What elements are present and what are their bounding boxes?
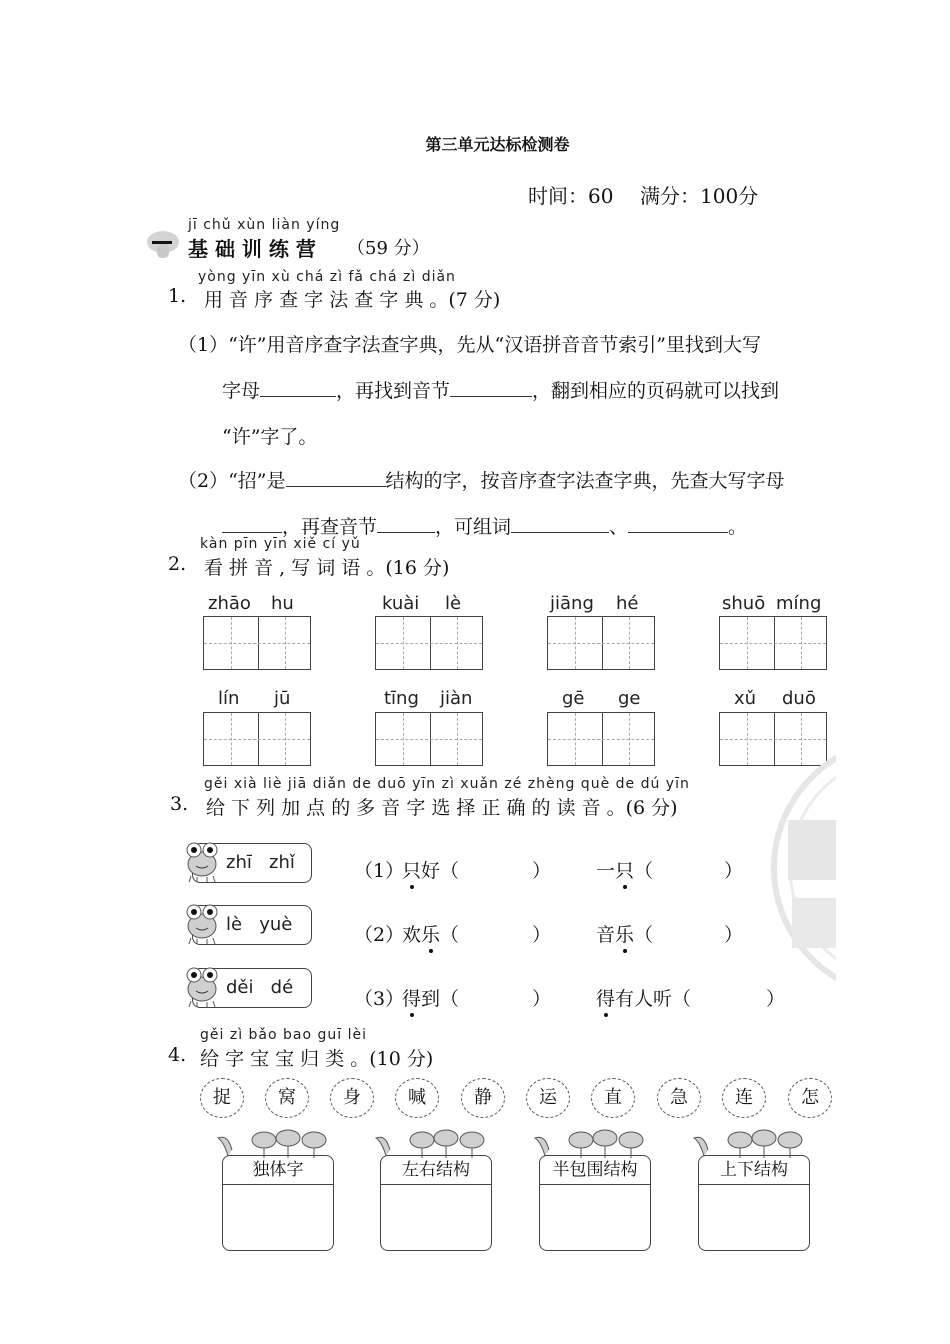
q3-item-a [402, 920, 459, 947]
word-pinyin: jiàn [440, 688, 473, 709]
pot-label: 独体字 [223, 1156, 333, 1185]
q3-item-a [402, 984, 459, 1011]
q1-heading: 用 音 序 查 字 法 查 字 典 。(7 分) [204, 289, 501, 311]
word-pinyin: jiāng [550, 593, 594, 614]
answer-blank[interactable] [260, 378, 336, 397]
q3-item-b [596, 920, 653, 947]
dotted-char: 乐 [615, 920, 634, 947]
answer-paren-close[interactable]: ） [532, 988, 552, 1010]
q1-part1-line1: （1）“许”用音序查字法查字典，先从“汉语拼音音节索引”里找到大写 [178, 334, 761, 356]
q1-text: ，可组词 [435, 516, 512, 538]
q1-text: ，再找到音节 [336, 380, 451, 402]
q1-part1-line3: “许”字了。 [222, 426, 318, 448]
tianzige-grid[interactable] [547, 616, 655, 670]
tianzige-grid[interactable] [719, 616, 827, 670]
q1-text: ，翻到相应的页码就可以找到 [532, 380, 780, 402]
section1-title: 基 础 训 练 营 [188, 237, 316, 261]
word-pinyin: lín [218, 688, 240, 709]
score-label: 满分：100分 [640, 184, 759, 208]
category-pot[interactable] [539, 1155, 651, 1251]
char-circle[interactable]: 捉 [200, 1078, 244, 1118]
q3-text: 好（ [421, 860, 460, 882]
q1-part2-line1 [178, 466, 785, 493]
q3-item-label: （1） [354, 860, 405, 882]
mushroom-icon [146, 230, 180, 262]
char-circle[interactable]: 身 [330, 1078, 374, 1118]
section1-pinyin: jī chǔ xùn liàn yíng [188, 217, 341, 233]
answer-blank[interactable] [450, 378, 532, 397]
word-pinyin: jū [274, 688, 291, 709]
word-pinyin: ge [618, 688, 641, 709]
q1-part1-line2 [222, 376, 779, 403]
dotted-char: 只 [402, 856, 421, 883]
category-pot[interactable] [222, 1155, 334, 1251]
tianzige-grid[interactable] [203, 712, 311, 766]
char-circle[interactable]: 运 [526, 1078, 570, 1118]
char-circle[interactable]: 喊 [395, 1078, 439, 1118]
tianzige-grid[interactable] [203, 616, 311, 670]
word-pinyin: hu [271, 593, 294, 614]
q4-heading: 给 字 宝 宝 归 类 。(10 分) [200, 1048, 434, 1070]
word-pinyin: hé [616, 593, 639, 614]
page-title: 第三单元达标检测卷 [425, 135, 570, 154]
dotted-char: 得 [596, 984, 615, 1011]
answer-blank[interactable] [377, 514, 435, 533]
pot-label: 半包围结构 [540, 1156, 650, 1185]
q1-text: 、 [609, 516, 629, 538]
char-circle[interactable]: 怎 [788, 1078, 832, 1118]
q2-heading: 看 拼 音 , 写 词 语 。(16 分) [204, 557, 450, 579]
pot-label: 上下结构 [699, 1156, 809, 1185]
word-pinyin: tīng [384, 688, 419, 709]
pinyin-options: lè yuè [226, 914, 293, 935]
q1-pinyin: yòng yīn xù chá zì fǎ chá zì diǎn [198, 269, 456, 285]
q4-pinyin: gěi zì bǎo bao guī lèi [200, 1027, 367, 1043]
sprout-icon [531, 1128, 655, 1158]
word-pinyin: xǔ [734, 688, 757, 709]
word-pinyin: gē [562, 688, 585, 709]
char-circle[interactable]: 静 [461, 1078, 505, 1118]
answer-paren-close[interactable]: ） [724, 924, 744, 946]
q1-text: ，再查音节 [282, 516, 378, 538]
q1-text: 结构的字，按音序查字法查字典，先查大写字母 [385, 470, 785, 492]
char-circle[interactable]: 直 [591, 1078, 635, 1118]
category-pot[interactable] [698, 1155, 810, 1251]
sprout-icon [372, 1128, 496, 1158]
q3-item-a [402, 856, 459, 883]
word-pinyin: duō [782, 688, 816, 709]
answer-paren-close[interactable]: ） [724, 860, 744, 882]
word-pinyin: zhāo [208, 593, 251, 614]
q3-item-b [596, 984, 691, 1011]
answer-blank[interactable] [286, 468, 386, 487]
word-pinyin: shuō [722, 593, 766, 614]
category-pot[interactable] [380, 1155, 492, 1251]
watermark-seal-icon [752, 738, 836, 998]
q3-text: 有人听（ [615, 988, 692, 1010]
pot-label: 左右结构 [381, 1156, 491, 1185]
q3-text: 音 [596, 924, 616, 946]
q1-number: 1. [168, 285, 187, 307]
frog-icon [183, 965, 221, 1009]
q3-item-b [596, 856, 653, 883]
q2-number: 2. [168, 553, 187, 575]
q3-text: （ [440, 924, 460, 946]
answer-blank[interactable] [222, 514, 282, 533]
frog-icon [183, 902, 221, 946]
answer-paren-close[interactable]: ） [532, 860, 552, 882]
char-circle[interactable]: 急 [657, 1078, 701, 1118]
q3-text: （ [634, 924, 654, 946]
q3-text: 一 [596, 860, 616, 882]
q3-item-label: （3） [354, 988, 405, 1010]
tianzige-grid[interactable] [375, 616, 483, 670]
q3-item-label: （2） [354, 924, 405, 946]
frog-icon [183, 840, 221, 884]
time-label: 时间：60 [528, 184, 614, 208]
answer-paren-close[interactable]: ） [532, 924, 552, 946]
word-pinyin: lè [445, 593, 462, 614]
q2-pinyin: kàn pīn yīn xiě cí yǔ [200, 536, 361, 552]
q4-number: 4. [168, 1044, 187, 1066]
char-circle[interactable]: 窝 [265, 1078, 309, 1118]
section1-score: （59 分） [347, 238, 430, 259]
q3-pinyin: gěi xià liè jiā diǎn de duō yīn zì xuǎn zé zhèng què de dú yīn [204, 776, 690, 792]
tianzige-grid[interactable] [547, 712, 655, 766]
char-circle[interactable]: 连 [722, 1078, 766, 1118]
q3-text: 到（ [421, 988, 460, 1010]
answer-paren-close[interactable]: ） [766, 988, 786, 1010]
pinyin-options: zhī zhǐ [226, 852, 295, 873]
q3-heading: 给 下 列 加 点 的 多 音 字 选 择 正 确 的 读 音 。(6 分) [206, 797, 678, 819]
q3-number: 3. [170, 793, 189, 815]
answer-blank[interactable] [511, 514, 609, 533]
tianzige-grid[interactable] [375, 712, 483, 766]
dotted-char: 乐 [421, 920, 440, 947]
word-pinyin: kuài [382, 593, 420, 614]
q1-text: （2）“招”是 [178, 470, 286, 492]
q1-part2-line2 [222, 512, 747, 539]
sprout-icon [214, 1128, 338, 1158]
answer-blank[interactable] [628, 514, 728, 533]
dotted-char: 只 [615, 856, 634, 883]
pinyin-options: děi dé [226, 977, 294, 998]
q1-text: 字母 [222, 380, 261, 402]
word-pinyin: míng [776, 593, 822, 614]
q3-text: 欢 [402, 924, 422, 946]
sprout-icon [690, 1128, 814, 1158]
dotted-char: 得 [402, 984, 421, 1011]
q1-text: 。 [728, 516, 748, 538]
q3-text: （ [634, 860, 654, 882]
